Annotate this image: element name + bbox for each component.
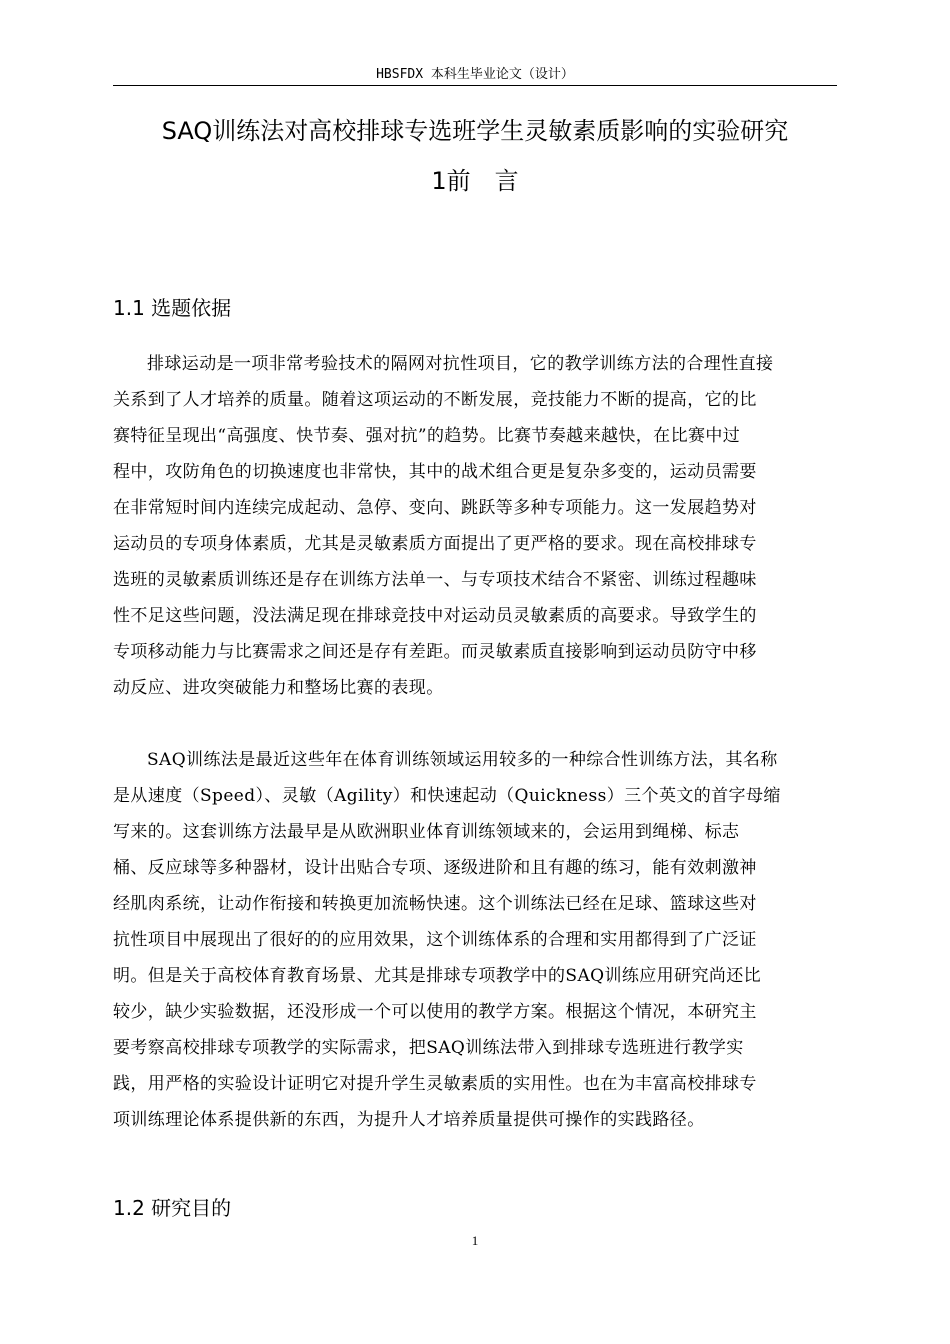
header-divider [113,85,837,86]
paragraph-saq-method [113,742,839,1138]
paragraph-line: 选班的灵敏素质训练还是存在训练方法单一、与专项技术结合不紧密、训练过程趣味 [113,570,757,590]
paragraph-line: 程中，攻防角色的切换速度也非常快，其中的战术组合更是复杂多变的，运动员需要 [113,462,757,482]
paragraph-line: 明。但是关于高校体育教育场景、尤其是排球专项教学中的SAQ训练应用研究尚还比 [113,966,762,986]
paragraph-line: 项训练理论体系提供新的东西，为提升人才培养质量提供可操作的实践路径。 [113,1110,705,1130]
paragraph-line: 关系到了人才培养的质量。随着这项运动的不断发展，竞技能力不断的提高，它的比 [113,390,757,410]
paragraph-line: 动反应、进攻突破能力和整场比赛的表现。 [113,678,444,698]
paragraph-line: 赛特征呈现出“高强度、快节奏、强对抗”的趋势。比赛节奏越来越快，在比赛中过 [113,426,741,446]
paragraph-line: 专项移动能力与比赛需求之间还是存有差距。而灵敏素质直接影响到运动员防守中移 [113,642,757,662]
paragraph-line: 性不足这些问题，没法满足现在排球竞技中对运动员灵敏素质的高要求。导致学生的 [113,606,757,626]
page-header: HBSFDX 本科生毕业论文（设计） [376,67,574,82]
page-number: 1 [471,1233,479,1248]
paragraph-line: 践，用严格的实验设计证明它对提升学生灵敏素质的实用性。也在为丰富高校排球专 [113,1074,757,1094]
paragraph-line: 要考察高校排球专项教学的实际需求，把SAQ训练法带入到排球专选班进行教学实 [113,1038,744,1058]
paragraph-line: SAQ训练法是最近这些年在体育训练领域运用较多的一种综合性训练方法，其名称 [147,750,778,770]
section-heading-1-1: 1.1 选题依据 [113,296,232,320]
paragraph-line: 桶、反应球等多种器材，设计出贴合专项、逐级进阶和且有趣的练习，能有效刺激神 [113,858,757,878]
paragraph-line: 排球运动是一项非常考验技术的隔网对抗性项目，它的教学训练方法的合理性直接 [147,354,774,374]
paragraph-line: 抗性项目中展现出了很好的的应用效果，这个训练体系的合理和实用都得到了广泛证 [113,930,757,950]
section-heading-1-2: 1.2 研究目的 [113,1196,232,1220]
document-title: SAQ训练法对高校排球专选班学生灵敏素质影响的实验研究 [161,117,789,145]
paragraph-line: 是从速度（Speed）、灵敏（Agility）和快速起动（Quickness）三个英文的首字母缩 [113,786,781,806]
paragraph-background [113,346,839,706]
paragraph-line: 写来的。这套训练方法最早是从欧洲职业体育训练领域来的，会运用到绳梯、标志 [113,822,740,842]
paragraph-line: 运动员的专项身体素质，尤其是灵敏素质方面提出了更严格的要求。现在高校排球专 [113,534,757,554]
paragraph-line: 经肌肉系统，让动作衔接和转换更加流畅快速。这个训练法已经在足球、篮球这些对 [113,894,757,914]
paragraph-line: 在非常短时间内连续完成起动、急停、变向、跳跃等多种专项能力。这一发展趋势对 [113,498,757,518]
paragraph-line: 较少，缺少实验数据，还没形成一个可以使用的教学方案。根据这个情况，本研究主 [113,1002,757,1022]
chapter-title: 1前 言 [431,167,519,195]
